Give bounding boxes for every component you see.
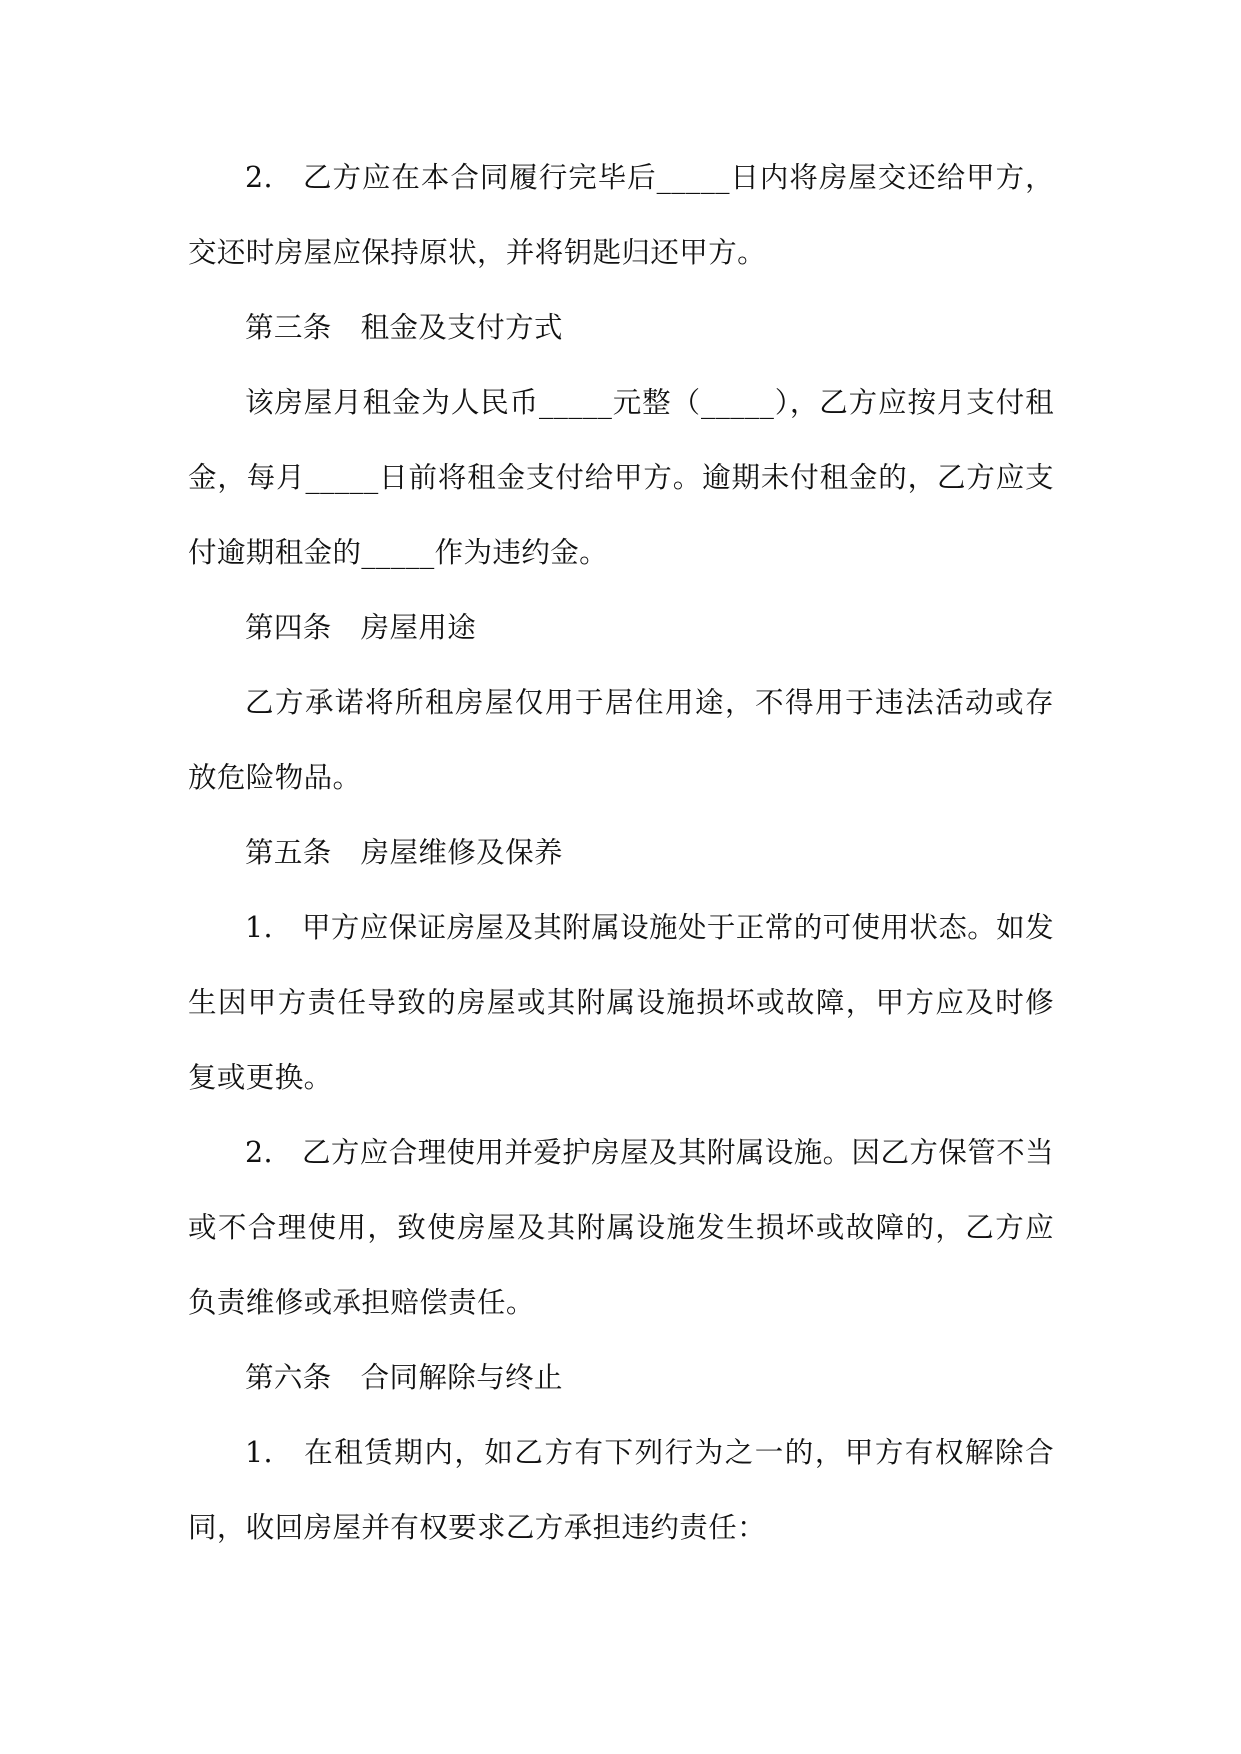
article-3-heading: 第三条 租金及支付方式 (245, 311, 563, 344)
article-4-heading: 第四条 房屋用途 (245, 611, 477, 644)
article-6-heading: 第六条 合同解除与终止 (245, 1361, 563, 1394)
article-3-rent-paragraph: 该房屋月租金为人民币_____元整（_____），乙方应按月支付租金，每月_____日前将租金支付给甲方。逾期未付租金的，乙方应支付逾期租金的_____作为违约金。 (188, 386, 1054, 569)
article-5-clause-1: 1. 甲方应保证房屋及其附属设施处于正常的可使用状态。如发生因甲方责任导致的房屋或其附属设施损坏或故障，甲方应及时修复或更换。 (188, 911, 1054, 1094)
article-5-clause-2: 2. 乙方应合理使用并爱护房屋及其附属设施。因乙方保管不当或不合理使用，致使房屋及其附属设施发生损坏或故障的，乙方应负责维修或承担赔偿责任。 (188, 1136, 1054, 1319)
article-6-clause-1: 1. 在租赁期内，如乙方有下列行为之一的，甲方有权解除合同，收回房屋并有权要求乙方承担违约责任： (188, 1436, 1054, 1544)
article-4-usage-paragraph: 乙方承诺将所租房屋仅用于居住用途，不得用于违法活动或存放危险物品。 (188, 686, 1054, 794)
clause-2-return-house: 2. 乙方应在本合同履行完毕后_____日内将房屋交还给甲方，交还时房屋应保持原状，并将钥匙归还甲方。 (188, 161, 1054, 269)
document-body (188, 140, 1054, 1565)
article-5-heading: 第五条 房屋维修及保养 (245, 836, 563, 869)
